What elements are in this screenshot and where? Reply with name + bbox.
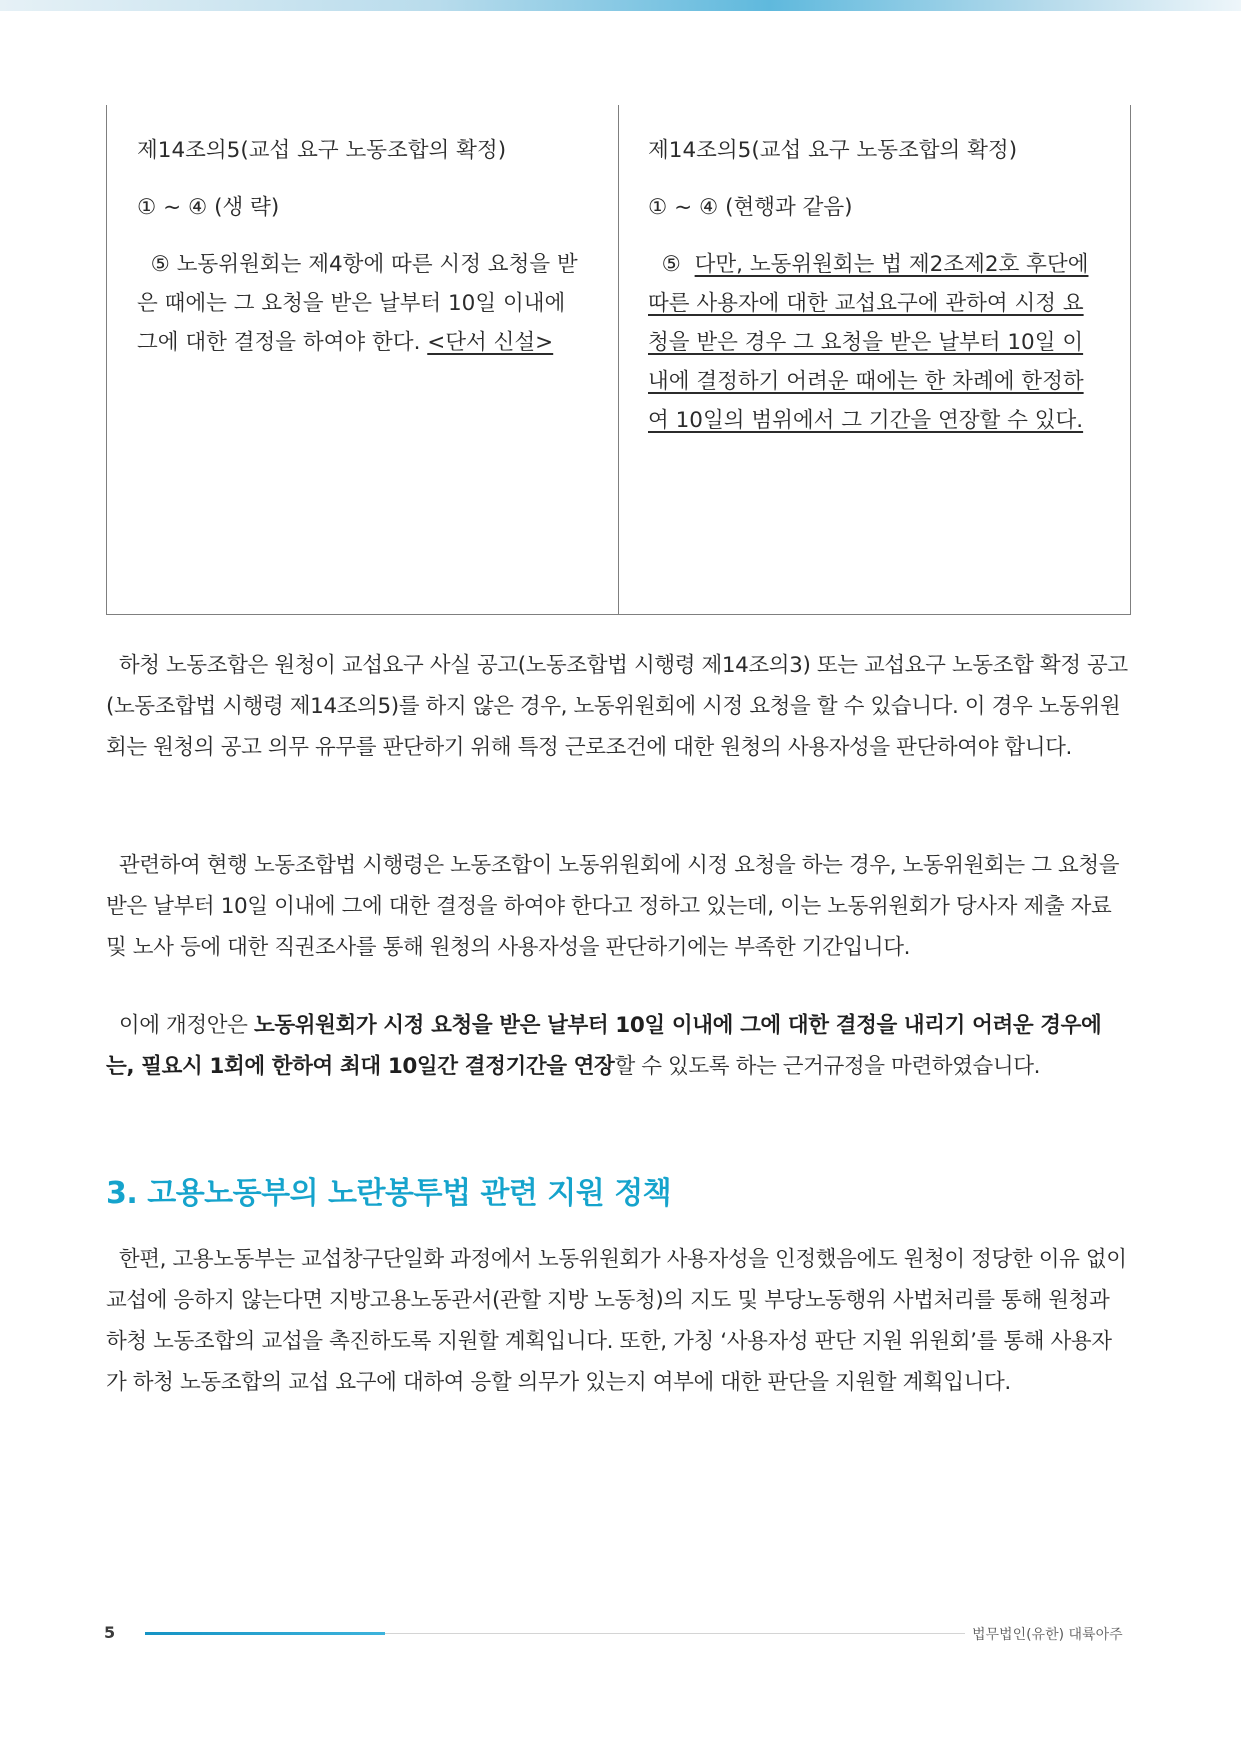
current-omitted-items: ① ~ ④ (생 략) (137, 195, 280, 220)
section-3-paragraph (106, 1239, 1129, 1403)
table-cell-current (137, 131, 592, 362)
comparison-table (106, 105, 1131, 615)
table-column-divider (618, 105, 619, 614)
body-paragraph-1-text: 하청 노동조합은 원청이 교섭요구 사실 공고(노동조합법 시행령 제14조의3) 또는 교섭요구 노동조합 확정 공고(노동조합법 시행령 제14조의5)를 하지 않은 경우, 노동위원회에 시정 요청을 할 수 있습니다. 이 경우 노동위원회는 원청의 공고 의무 유무를 판단하기 위해 특정 근로조건에 대한 원청의 사용자성을 판단하여야 합니다. (106, 653, 1128, 760)
body-paragraph-3-tail: 할 수 있도록 하는 근거규정을 마련하였습니다. (614, 1054, 1041, 1079)
body-paragraph-2-text: 관련하여 현행 노동조합법 시행령은 노동조합이 노동위원회에 시정 요청을 하는 경우, 노동위원회는 그 요청을 받은 날부터 10일 이내에 그에 대한 결정을 하여야 한다고 정하고 있는데, 이는 노동위원회가 당사자 제출 자료 및 노사 등에 대한 직권조사를 통해 원청의 사용자성을 판단하기에는 부족한 기간입니다. (106, 853, 1120, 960)
body-paragraph-3 (106, 1005, 1129, 1087)
amended-omitted-items: ① ~ ④ (현행과 같음) (648, 195, 853, 220)
amended-clause-text: 다만, 노동위원회는 법 제2조제2호 후단에 따른 사용자에 대한 교섭요구에 관하여 시정 요청을 받은 경우 그 요청을 받은 날부터 10일 이내에 결정하기 어려운 때에는 한 차례에 한정하여 10일의 범위에서 그 기간을 연장할 수 있다. (648, 252, 1089, 433)
body-paragraph-2 (106, 845, 1129, 968)
footer-page-number: 5 (104, 1623, 116, 1642)
current-clause-text: ⑤ 노동위원회는 제4항에 따른 시정 요청을 받은 때에는 그 요청을 받은 날부터 10일 이내에 그에 대한 결정을 하여야 한다. (137, 252, 578, 355)
top-gradient-bar (0, 0, 1241, 11)
amended-clause-5 (648, 245, 1103, 440)
footer-firm-name: 법무법인(유한) 대륙아주 (972, 1627, 1123, 1643)
amended-article-heading: 제14조의5(교섭 요구 노동조합의 확정) (648, 138, 1018, 163)
current-clause-note: <단서 신설> (427, 330, 554, 355)
section-3-heading: 3. 고용노동부의 노란봉투법 관련 지원 정책 (106, 1176, 672, 1211)
amended-clause-number: ⑤ (661, 252, 681, 277)
table-cell-amended (648, 131, 1103, 440)
body-paragraph-1 (106, 645, 1129, 768)
current-article-heading: 제14조의5(교섭 요구 노동조합의 확정) (137, 138, 507, 163)
body-paragraph-3-emphasis: 노동위원회가 시정 요청을 받은 날부터 10일 이내에 그에 대한 결정을 내리기 어려운 경우에는, 필요시 1회에 한하여 최대 10일간 결정기간을 연장 (106, 1013, 1102, 1079)
body-paragraph-3-lead: 이에 개정안은 (118, 1013, 254, 1038)
section-3-paragraph-text: 한편, 고용노동부는 교섭창구단일화 과정에서 노동위원회가 사용자성을 인정했음에도 원청이 정당한 이유 없이 교섭에 응하지 않는다면 지방고용노동관서(관할 지방 노동청)의 지도 및 부당노동행위 사법처리를 통해 원청과 하청 노동조합의 교섭을 촉진하도록 지원할 계획입니다. 또한, 가칭 ‘사용자성 판단 지원 위원회’를 통해 사용자가 하청 노동조합의 교섭 요구에 대하여 응할 의무가 있는지 여부에 대한 판단을 지원할 계획입니다. (106, 1247, 1127, 1395)
current-clause-5 (137, 245, 592, 362)
footer-rule-accent (145, 1632, 385, 1635)
